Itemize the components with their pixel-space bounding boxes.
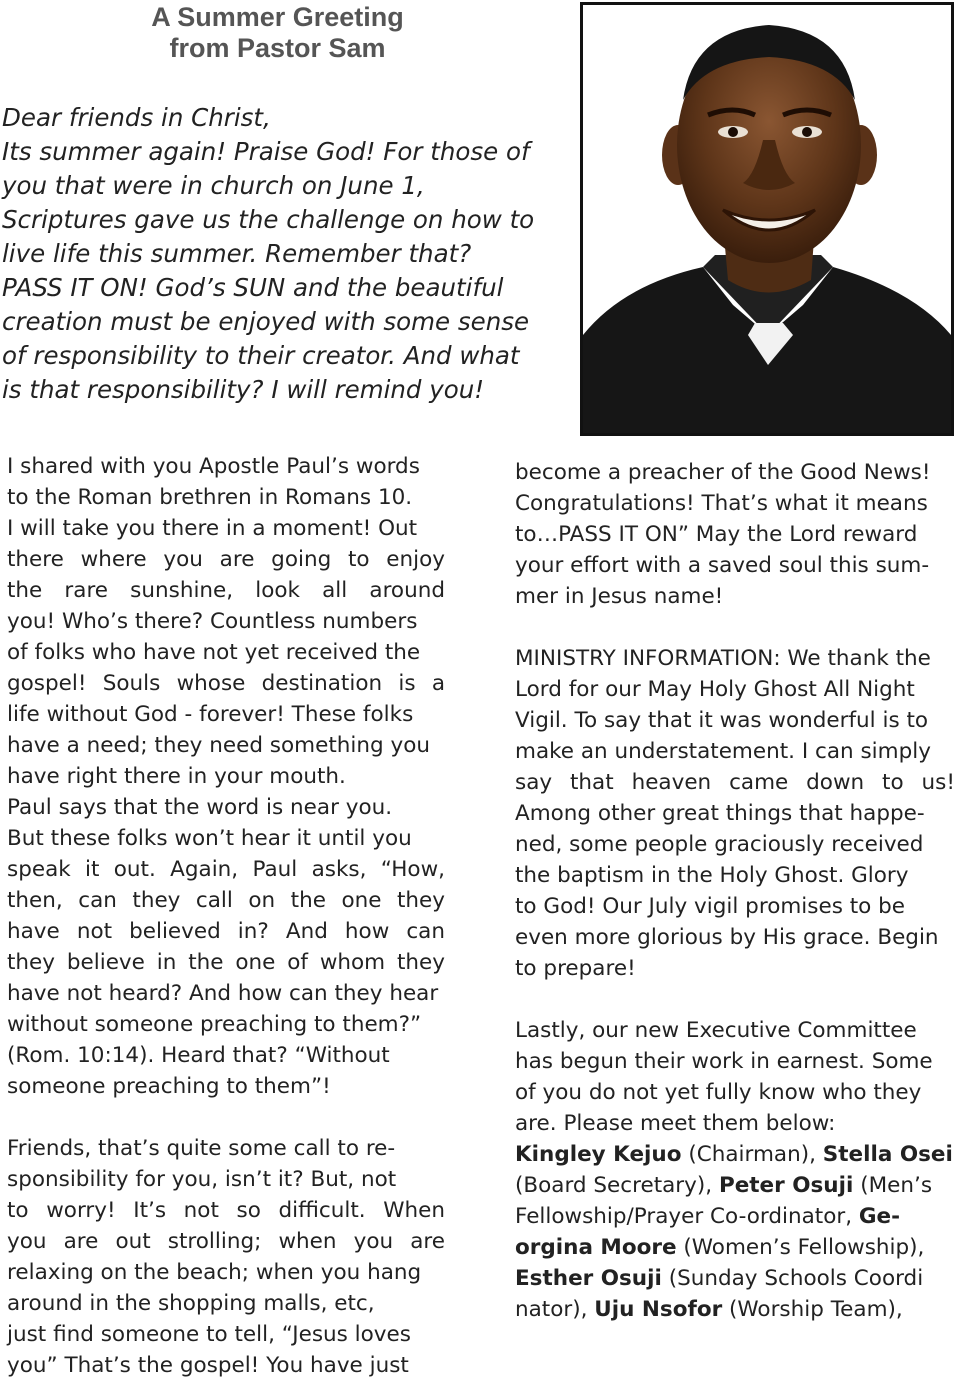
- body-line: to God! Our July vigil promises to be: [515, 894, 906, 919]
- intro-line: you that were in church on June 1,: [2, 171, 425, 200]
- body-line: have not heard? And how can they hear: [7, 981, 439, 1006]
- committee-role: nator),: [515, 1297, 595, 1322]
- body-line: MINISTRY INFORMATION: We thank the: [515, 646, 931, 671]
- committee-role: (Sunday Schools Coordi: [661, 1266, 924, 1291]
- body-line: life without God - forever! These folks: [7, 702, 414, 727]
- paragraph-gap: [7, 1102, 445, 1133]
- body-line: are. Please meet them below:: [515, 1111, 836, 1136]
- body-line: Among other great things that happe-: [515, 801, 925, 826]
- pastor-photo: [580, 2, 954, 436]
- body-line: Friends, that’s quite some call to re-: [7, 1136, 396, 1161]
- body-line: has begun their work in earnest. Some: [515, 1049, 933, 1074]
- left-column: [7, 451, 445, 1381]
- body-line: the baptism in the Holy Ghost. Glory: [515, 863, 909, 888]
- committee-name: Esther Osuji: [515, 1266, 662, 1291]
- body-line: sponsibility for you, isn’t it? But, not: [7, 1167, 397, 1192]
- paragraph-gap: [515, 984, 955, 1015]
- body-line: even more glorious by His grace. Begin: [515, 925, 939, 950]
- intro-line: is that responsibility? I will remind you!: [2, 375, 485, 404]
- body-line: mer in Jesus name!: [515, 584, 724, 609]
- body-line: Lastly, our new Executive Committee: [515, 1018, 917, 1043]
- committee-name: Uju Nsofor: [594, 1297, 723, 1322]
- committee-name: Stella Osei: [822, 1142, 953, 1167]
- committee-line: [515, 1139, 955, 1170]
- body-line: to prepare!: [515, 956, 636, 981]
- body-line: you! Who’s there? Countless numbers: [7, 609, 418, 634]
- body-line: someone preaching to them”!: [7, 1074, 331, 1099]
- committee-name: Peter Osuji: [718, 1173, 854, 1198]
- page-title: [60, 2, 495, 64]
- body-line: But these folks won’t hear it until you: [7, 826, 412, 851]
- body-line: Congratulations! That’s what it means: [515, 491, 928, 516]
- committee-role: (Worship Team),: [722, 1297, 903, 1322]
- body-line: then, can they call on the one they: [7, 888, 445, 913]
- committee-line: [515, 1232, 955, 1263]
- committee-name: Kingley Kejuo: [515, 1142, 682, 1167]
- title-line-2: from Pastor Sam: [169, 33, 386, 63]
- committee-role: (Men’s: [853, 1173, 933, 1198]
- body-line: gospel! Souls whose destination is a: [7, 671, 445, 696]
- body-line: they believe in the one of whom they: [7, 950, 445, 975]
- committee-name: Ge-: [858, 1204, 901, 1229]
- committee-line: [515, 1170, 955, 1201]
- body-line: there where you are going to enjoy: [7, 547, 445, 572]
- body-line: I shared with you Apostle Paul’s words: [7, 454, 420, 479]
- title-line-1: A Summer Greeting: [151, 2, 404, 32]
- body-line: I will take you there in a moment! Out: [7, 516, 418, 541]
- body-line: without someone preaching to them?”: [7, 1012, 422, 1037]
- body-line: just find someone to tell, “Jesus loves: [7, 1322, 411, 1347]
- intro-line: creation must be enjoyed with some sense: [2, 307, 530, 336]
- intro-line: Scriptures gave us the challenge on how to: [2, 205, 535, 234]
- paragraph-gap: [515, 612, 955, 643]
- intro-line: Dear friends in Christ,: [2, 103, 271, 132]
- intro-line: PASS IT ON! God’s SUN and the beautiful: [2, 273, 504, 302]
- committee-line: [515, 1201, 955, 1232]
- body-line: have not believed in? And how can: [7, 919, 445, 944]
- body-line: say that heaven came down to us!: [515, 770, 955, 795]
- intro-line: of responsibility to their creator. And what: [2, 341, 520, 370]
- committee-role: (Women’s Fellowship),: [676, 1235, 925, 1260]
- body-line: of you do not yet fully know who they: [515, 1080, 922, 1105]
- body-line: around in the shopping malls, etc,: [7, 1291, 375, 1316]
- body-line: relaxing on the beach; when you hang: [7, 1260, 422, 1285]
- body-line: have a need; they need something you: [7, 733, 430, 758]
- body-line: make an understatement. I can simply: [515, 739, 931, 764]
- intro-line: live life this summer. Remember that?: [2, 239, 472, 268]
- body-line: Vigil. To say that it was wonderful is to: [515, 708, 929, 733]
- body-line: speak it out. Again, Paul asks, “How,: [7, 857, 445, 882]
- body-line: Lord for our May Holy Ghost All Night: [515, 677, 915, 702]
- committee-role: Fellowship/Prayer Co-ordinator,: [515, 1204, 859, 1229]
- right-column: [515, 457, 955, 1325]
- body-line: to…PASS IT ON” May the Lord reward: [515, 522, 918, 547]
- body-line: become a preacher of the Good News!: [515, 460, 931, 485]
- intro-line: Its summer again! Praise God! For those of: [2, 137, 530, 166]
- body-line: to the Roman brethren in Romans 10.: [7, 485, 413, 510]
- body-line: the rare sunshine, look all around: [7, 578, 445, 603]
- committee-name: orgina Moore: [515, 1235, 677, 1260]
- committee-line: [515, 1294, 955, 1325]
- body-line: have right there in your mouth.: [7, 764, 346, 789]
- committee-role: (Board Secretary),: [515, 1173, 719, 1198]
- body-line: your effort with a saved soul this sum-: [515, 553, 930, 578]
- body-line: (Rom. 10:14). Heard that? “Without: [7, 1043, 390, 1068]
- body-line: Paul says that the word is near you.: [7, 795, 393, 820]
- committee-role: (Chairman),: [681, 1142, 823, 1167]
- intro-paragraph: [2, 101, 572, 407]
- body-line: to worry! It’s not so difficult. When: [7, 1198, 445, 1223]
- body-line: ned, some people graciously received: [515, 832, 924, 857]
- body-line: you are out strolling; when you are: [7, 1229, 445, 1254]
- body-line: of folks who have not yet received the: [7, 640, 421, 665]
- committee-line: [515, 1263, 955, 1294]
- body-line: you” That’s the gospel! You have just: [7, 1353, 409, 1378]
- pastor-portrait-icon: [583, 5, 951, 433]
